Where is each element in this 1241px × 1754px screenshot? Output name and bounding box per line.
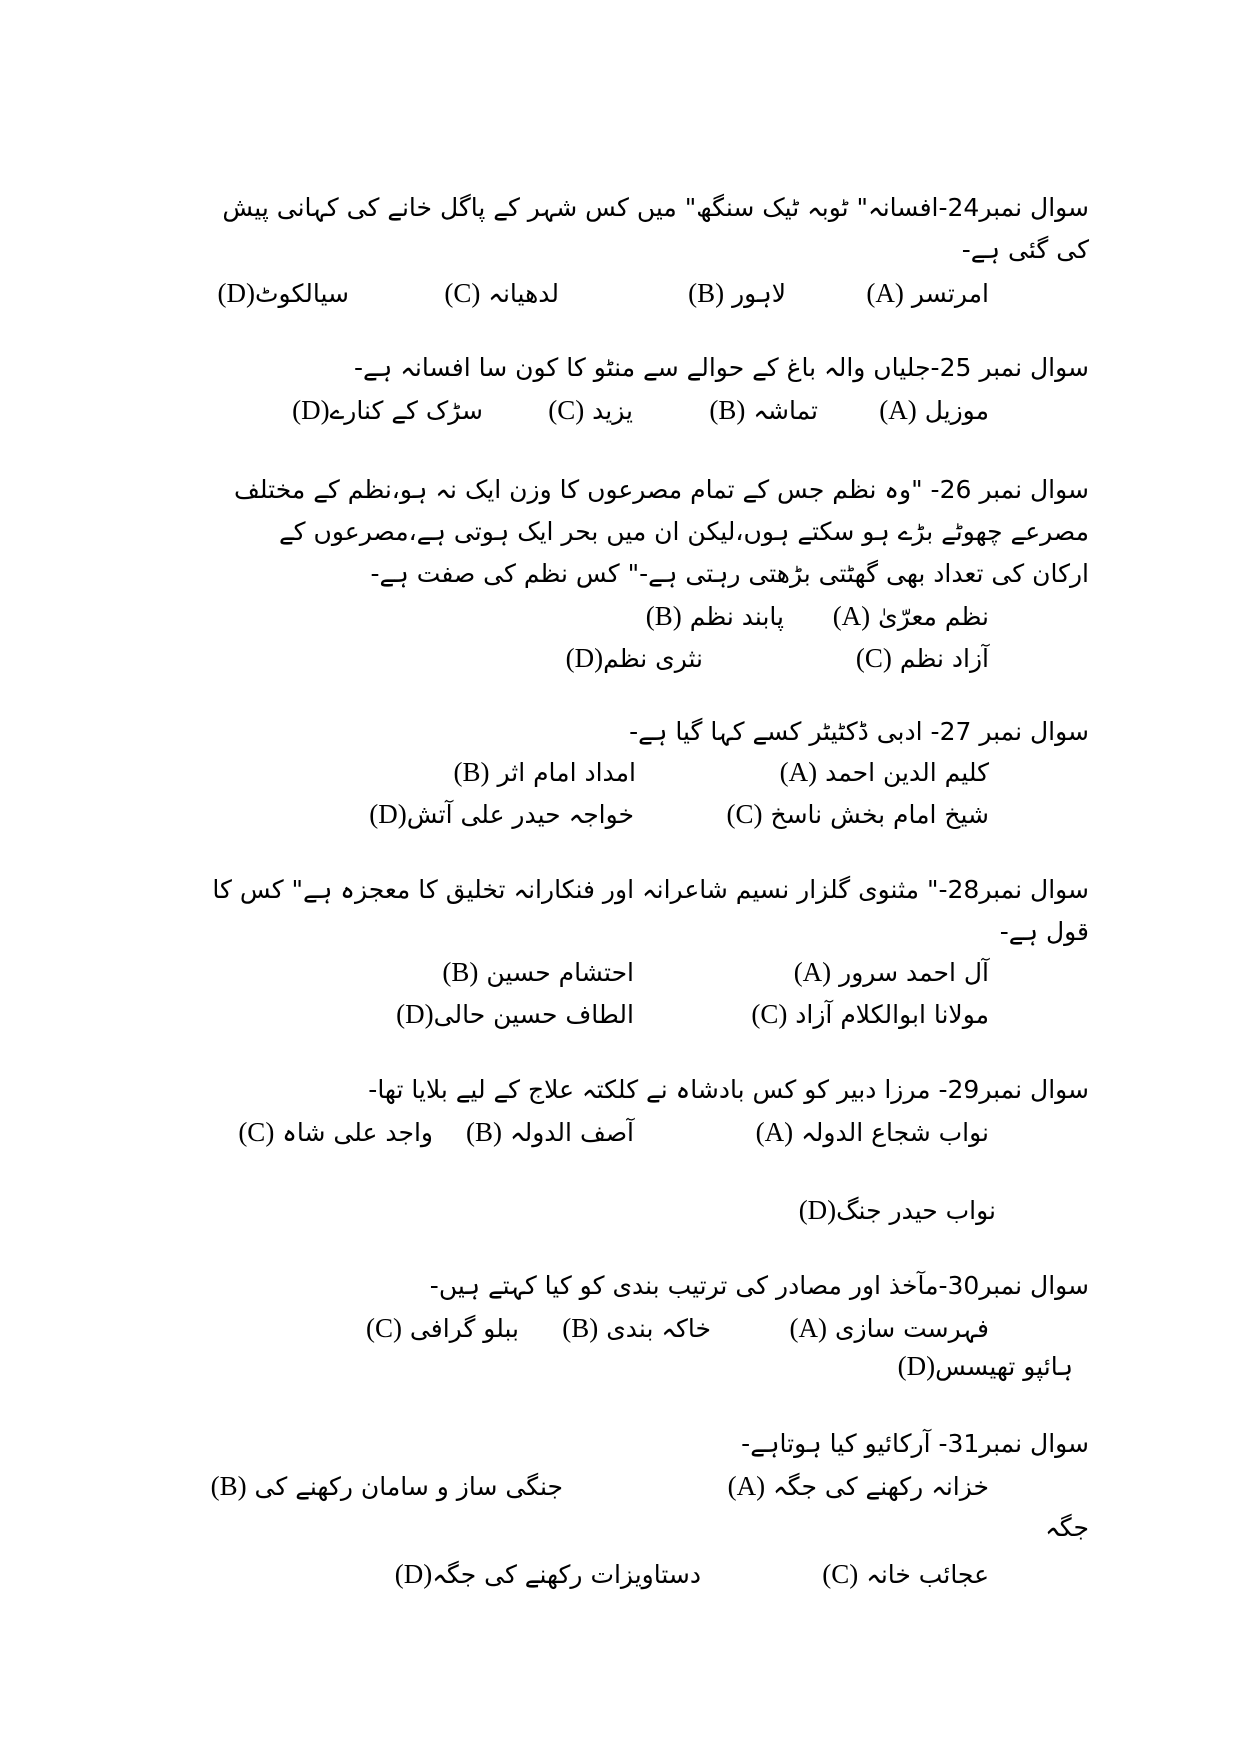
- option-d: (D)الطاف حسین حالی: [396, 999, 634, 1029]
- option-d: (D)دستاویزات رکھنے کی جگہ: [394, 1559, 701, 1589]
- question-text: سوال نمبر24-افسانہ" ٹوبہ ٹیک سنگھ" میں کس شہر کے پاگل خانے کی کہانی پیش: [222, 193, 1089, 222]
- question-text: سوال نمبر 26- "وہ نظم جس کے تمام مصرعوں کا وزن ایک نہ ہو،نظم کے مختلف: [234, 475, 1089, 504]
- question-text: ارکان کی تعداد بھی گھٹتی بڑھتی رہتی ہے-" کس نظم کی صفت ہے-: [370, 559, 1089, 588]
- option-b: (B) پابند نظم: [645, 601, 784, 631]
- option-c: (C) شیخ امام بخش ناسخ: [726, 799, 989, 829]
- question-text: سوال نمبر31- آرکائیو کیا ہوتاہے-: [741, 1429, 1089, 1458]
- option-c: (C) واجد علی شاہ: [238, 1117, 433, 1147]
- option-b: (B) لاہور: [688, 278, 786, 308]
- question-text: سوال نمبر 27- ادبی ڈکٹیٹر کسے کہا گیا ہے-: [629, 717, 1089, 746]
- option-d: (D)سیالکوٹ: [217, 278, 349, 308]
- option-c: (C) ببلو گرافی: [365, 1313, 519, 1343]
- question-text: سوال نمبر29- مرزا دبیر کو کس بادشاہ نے کلکتہ علاج کے لیے بلایا تھا-: [368, 1075, 1089, 1104]
- option-b: (B) آصف الدولہ: [466, 1117, 634, 1147]
- option-c: (C) آزاد نظم: [855, 643, 989, 673]
- option-d: (D)ہائپو تھیسس: [897, 1351, 1073, 1381]
- option-a: (A) کلیم الدین احمد: [779, 757, 989, 787]
- option-b: (B) خاکہ بندی: [562, 1313, 711, 1343]
- question-text: کی گئی ہے-: [961, 235, 1089, 264]
- question-text: سوال نمبر30-مآخذ اور مصادر کی ترتیب بندی کو کیا کہتے ہیں-: [429, 1271, 1089, 1300]
- question-text: قول ہے-: [999, 917, 1089, 946]
- option-a: (A) نظم معرّیٰ: [832, 601, 989, 631]
- option-c: (C) یزید: [548, 395, 633, 425]
- option-d: (D)سڑک کے کنارے: [292, 395, 483, 425]
- option-d: (D)نثری نظم: [565, 643, 703, 673]
- option-c: (C) عجائب خانہ: [822, 1559, 989, 1589]
- option-a: (A) نواب شجاع الدولہ: [755, 1117, 989, 1147]
- option-b: (B) جنگی ساز و سامان رکھنے کی: [210, 1471, 563, 1501]
- option-a: (A) موزیل: [879, 395, 989, 425]
- option-d: (D)نواب حیدر جنگ: [798, 1195, 996, 1225]
- option-d: (D)خواجہ حیدر علی آتش: [369, 799, 634, 829]
- option-a: (A) خزانہ رکھنے کی جگہ: [727, 1471, 989, 1501]
- option-a: (A) آل احمد سرور: [793, 957, 989, 987]
- option-b-continued: جگہ: [1045, 1513, 1089, 1542]
- option-b: (B) تماشہ: [709, 395, 818, 425]
- question-text: سوال نمبر 25-جلیاں والہ باغ کے حوالے سے منٹو کا کون سا افسانہ ہے-: [353, 353, 1089, 382]
- option-a: (A) فہرست سازی: [789, 1313, 989, 1343]
- option-a: (A) امرتسر: [866, 278, 989, 308]
- option-b: (B) امداد امام اثر: [453, 757, 636, 787]
- question-text: مصرعے چھوٹے بڑے ہو سکتے ہوں،لیکن ان میں بحر ایک ہوتی ہے،مصرعوں کے: [279, 517, 1089, 546]
- option-b: (B) احتشام حسین: [442, 957, 634, 987]
- option-c: (C) مولانا ابوالکلام آزاد: [751, 999, 989, 1029]
- question-text: سوال نمبر28-" مثنوی گلزار نسیم شاعرانہ اور فنکارانہ تخلیق کا معجزہ ہے" کس کا: [212, 875, 1089, 904]
- option-c: (C) لدھیانہ: [444, 278, 559, 308]
